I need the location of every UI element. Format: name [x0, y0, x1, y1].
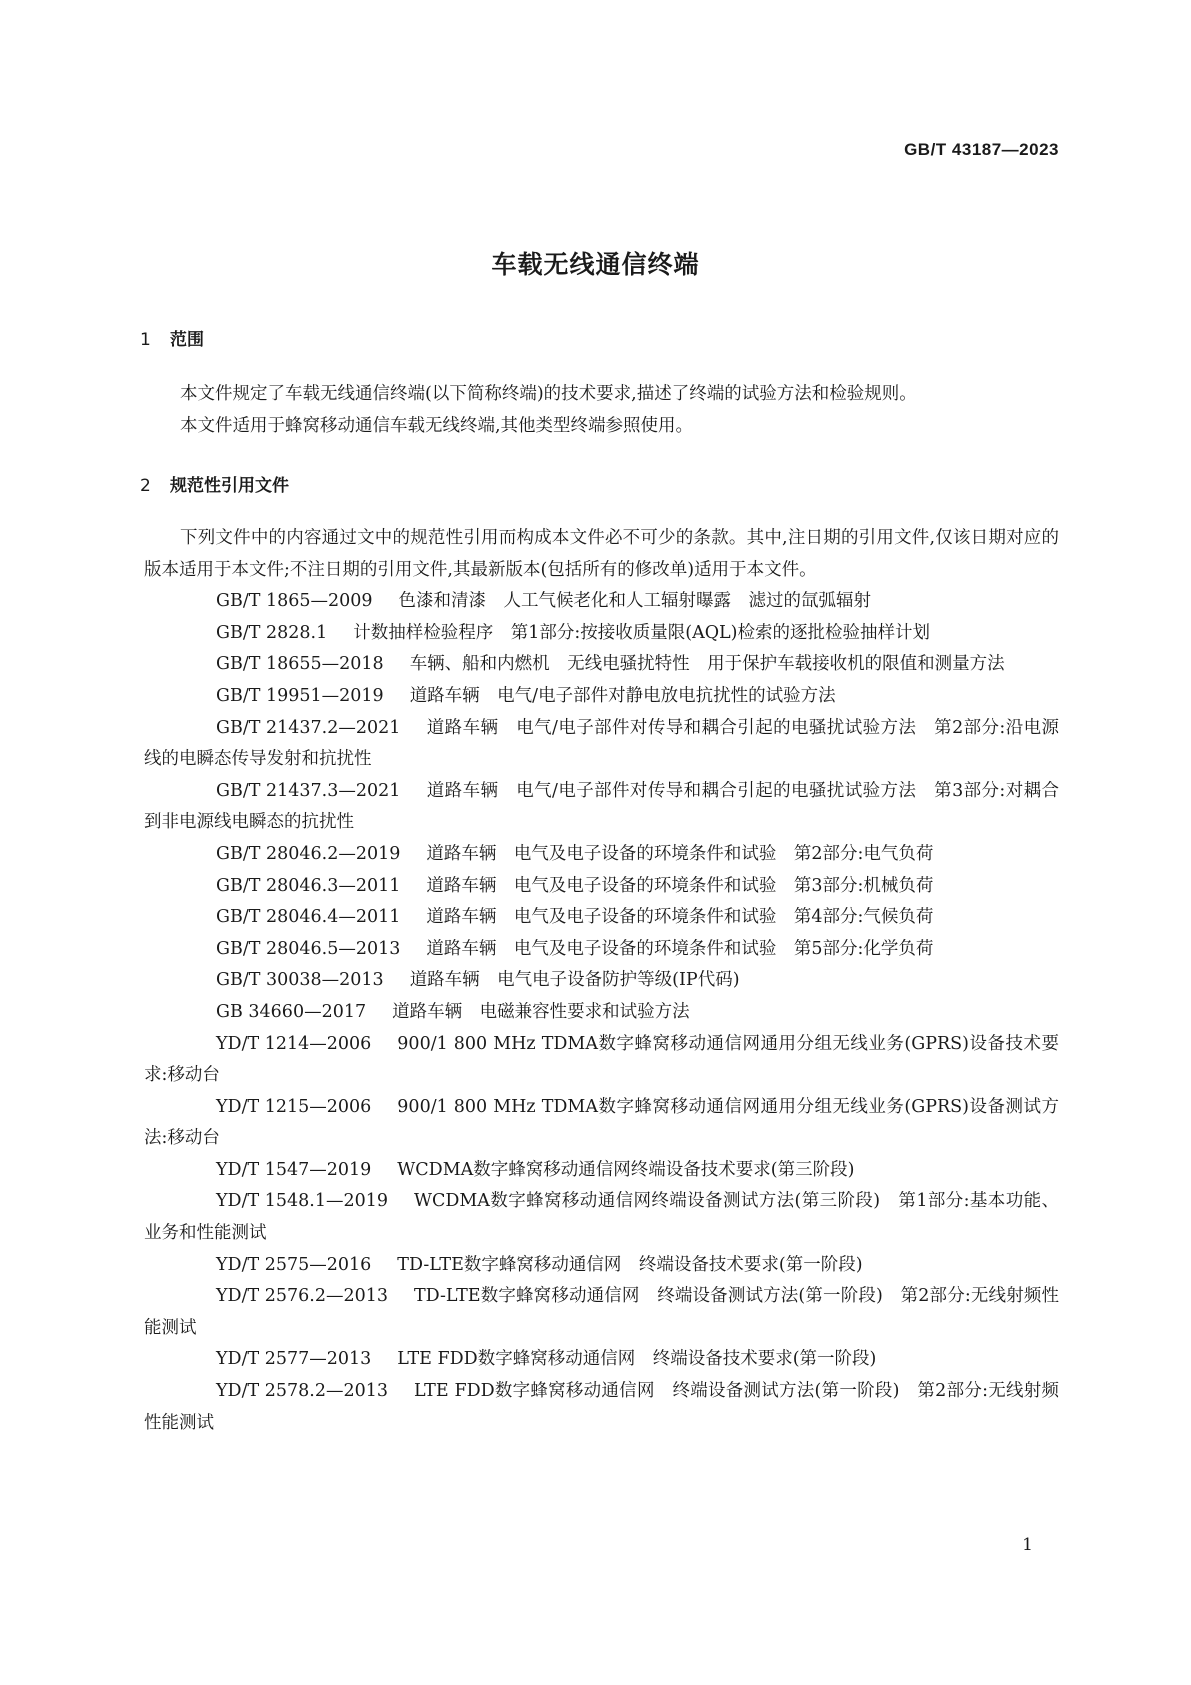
reference-title: 道路车辆 电气/电子部件对传导和耦合引起的电骚扰试验方法 第3部分:对耦合到非电源线电瞬态的抗扰性: [144, 780, 1059, 833]
reference-entry: [144, 618, 1059, 650]
reference-entry: [144, 586, 1059, 618]
reference-entry: [144, 1186, 1059, 1249]
reference-entry: [144, 1155, 1059, 1187]
reference-title: TD-LTE数字蜂窝移动通信网 终端设备技术要求(第一阶段): [397, 1254, 863, 1275]
section-title: 范围: [170, 330, 204, 350]
reference-entry: [144, 1092, 1059, 1155]
reference-title: 道路车辆 电气及电子设备的环境条件和试验 第5部分:化学负荷: [426, 938, 934, 959]
reference-entry: [144, 934, 1059, 966]
reference-entry: [144, 681, 1059, 713]
reference-code: GB/T 21437.3—2021: [216, 780, 401, 801]
reference-title: 计数抽样检验程序 第1部分:按接收质量限(AQL)检索的逐批检验抽样计划: [353, 622, 931, 643]
reference-code: YD/T 2576.2—2013: [216, 1286, 388, 1307]
section-body-scope: [144, 379, 1059, 442]
section-body-references: [144, 523, 1059, 1439]
reference-code: YD/T 2575—2016: [216, 1254, 372, 1275]
reference-code: YD/T 1215—2006: [216, 1096, 372, 1117]
reference-code: GB/T 2828.1: [216, 622, 328, 643]
reference-entry: [144, 649, 1059, 681]
reference-list: [144, 586, 1059, 1439]
page-number: 1: [1022, 1535, 1033, 1555]
reference-entry: [144, 839, 1059, 871]
reference-code: GB/T 28046.5—2013: [216, 938, 401, 959]
reference-title: 车辆、船和内燃机 无线电骚扰特性 用于保护车载接收机的限值和测量方法: [409, 654, 1005, 675]
reference-code: YD/T 2577—2013: [216, 1349, 372, 1370]
reference-title: 900/1 800 MHz TDMA数字蜂窝移动通信网通用分组无线业务(GPRS)设备测试方法:移动台: [144, 1096, 1059, 1149]
reference-entry: [144, 776, 1059, 839]
section-number: 1: [140, 330, 151, 350]
reference-title: 道路车辆 电气电子设备防护等级(IP代码): [409, 970, 740, 991]
reference-code: GB/T 28046.2—2019: [216, 843, 401, 864]
reference-entry: [144, 965, 1059, 997]
reference-code: GB 34660—2017: [216, 1001, 367, 1022]
reference-code: YD/T 1547—2019: [216, 1159, 372, 1180]
reference-title: 道路车辆 电气及电子设备的环境条件和试验 第2部分:电气负荷: [426, 843, 934, 864]
reference-code: GB/T 19951—2019: [216, 685, 384, 706]
reference-title: 道路车辆 电气/电子部件对静电放电抗扰性的试验方法: [409, 685, 836, 706]
section-heading-scope: [140, 325, 204, 350]
reference-title: 道路车辆 电气及电子设备的环境条件和试验 第4部分:气候负荷: [426, 907, 934, 928]
reference-entry: [144, 1250, 1059, 1282]
reference-entry: [144, 1029, 1059, 1092]
reference-title: TD-LTE数字蜂窝移动通信网 终端设备测试方法(第一阶段) 第2部分:无线射频性能测试: [144, 1286, 1059, 1338]
document-title: 车载无线通信终端: [491, 250, 700, 279]
reference-entry: [144, 1344, 1059, 1376]
reference-entry: [144, 1376, 1059, 1439]
section-title: 规范性引用文件: [170, 476, 289, 496]
references-intro: 下列文件中的内容通过文中的规范性引用而构成本文件必不可少的条款。其中,注日期的引用文件,仅该日期对应的版本适用于本文件;不注日期的引用文件,其最新版本(包括所有的修改单)适用于本文件。: [144, 528, 1059, 580]
reference-entry: [144, 902, 1059, 934]
reference-entry: [144, 1281, 1059, 1344]
reference-code: GB/T 28046.3—2011: [216, 875, 401, 896]
reference-code: YD/T 1214—2006: [216, 1033, 372, 1054]
reference-code: GB/T 28046.4—2011: [216, 907, 401, 928]
section-number: 2: [140, 476, 151, 496]
reference-entry: [144, 997, 1059, 1029]
reference-title: 900/1 800 MHz TDMA数字蜂窝移动通信网通用分组无线业务(GPRS)设备技术要求:移动台: [144, 1033, 1059, 1086]
reference-code: GB/T 30038—2013: [216, 970, 384, 991]
reference-code: GB/T 1865—2009: [216, 591, 373, 612]
reference-code: YD/T 2578.2—2013: [216, 1381, 388, 1402]
reference-title: 道路车辆 电气/电子部件对传导和耦合引起的电骚扰试验方法 第2部分:沿电源线的电瞬态传导发射和抗扰性: [144, 717, 1059, 770]
reference-title: 道路车辆 电磁兼容性要求和试验方法: [392, 1001, 690, 1022]
reference-title: 道路车辆 电气及电子设备的环境条件和试验 第3部分:机械负荷: [426, 875, 934, 896]
reference-title: LTE FDD数字蜂窝移动通信网 终端设备技术要求(第一阶段): [397, 1349, 877, 1370]
reference-title: WCDMA数字蜂窝移动通信网终端设备技术要求(第三阶段): [397, 1159, 855, 1180]
reference-entry: [144, 713, 1059, 776]
reference-entry: [144, 871, 1059, 903]
section-heading-normative-references: [140, 471, 289, 496]
reference-code: GB/T 21437.2—2021: [216, 717, 401, 738]
reference-title: 色漆和清漆 人工气候老化和人工辐射曝露 滤过的氙弧辐射: [398, 591, 872, 612]
reference-title: LTE FDD数字蜂窝移动通信网 终端设备测试方法(第一阶段) 第2部分:无线射频性能测试: [144, 1381, 1059, 1433]
paragraph: 本文件规定了车载无线通信终端(以下简称终端)的技术要求,描述了终端的试验方法和检验规则。: [180, 384, 917, 404]
reference-title: WCDMA数字蜂窝移动通信网终端设备测试方法(第三阶段) 第1部分:基本功能、业务和性能测试: [144, 1191, 1059, 1244]
reference-code: YD/T 1548.1—2019: [216, 1191, 388, 1212]
standard-code: GB/T 43187—2023: [904, 140, 1059, 159]
paragraph: 本文件适用于蜂窝移动通信车载无线终端,其他类型终端参照使用。: [180, 415, 694, 436]
reference-code: GB/T 18655—2018: [216, 654, 384, 675]
